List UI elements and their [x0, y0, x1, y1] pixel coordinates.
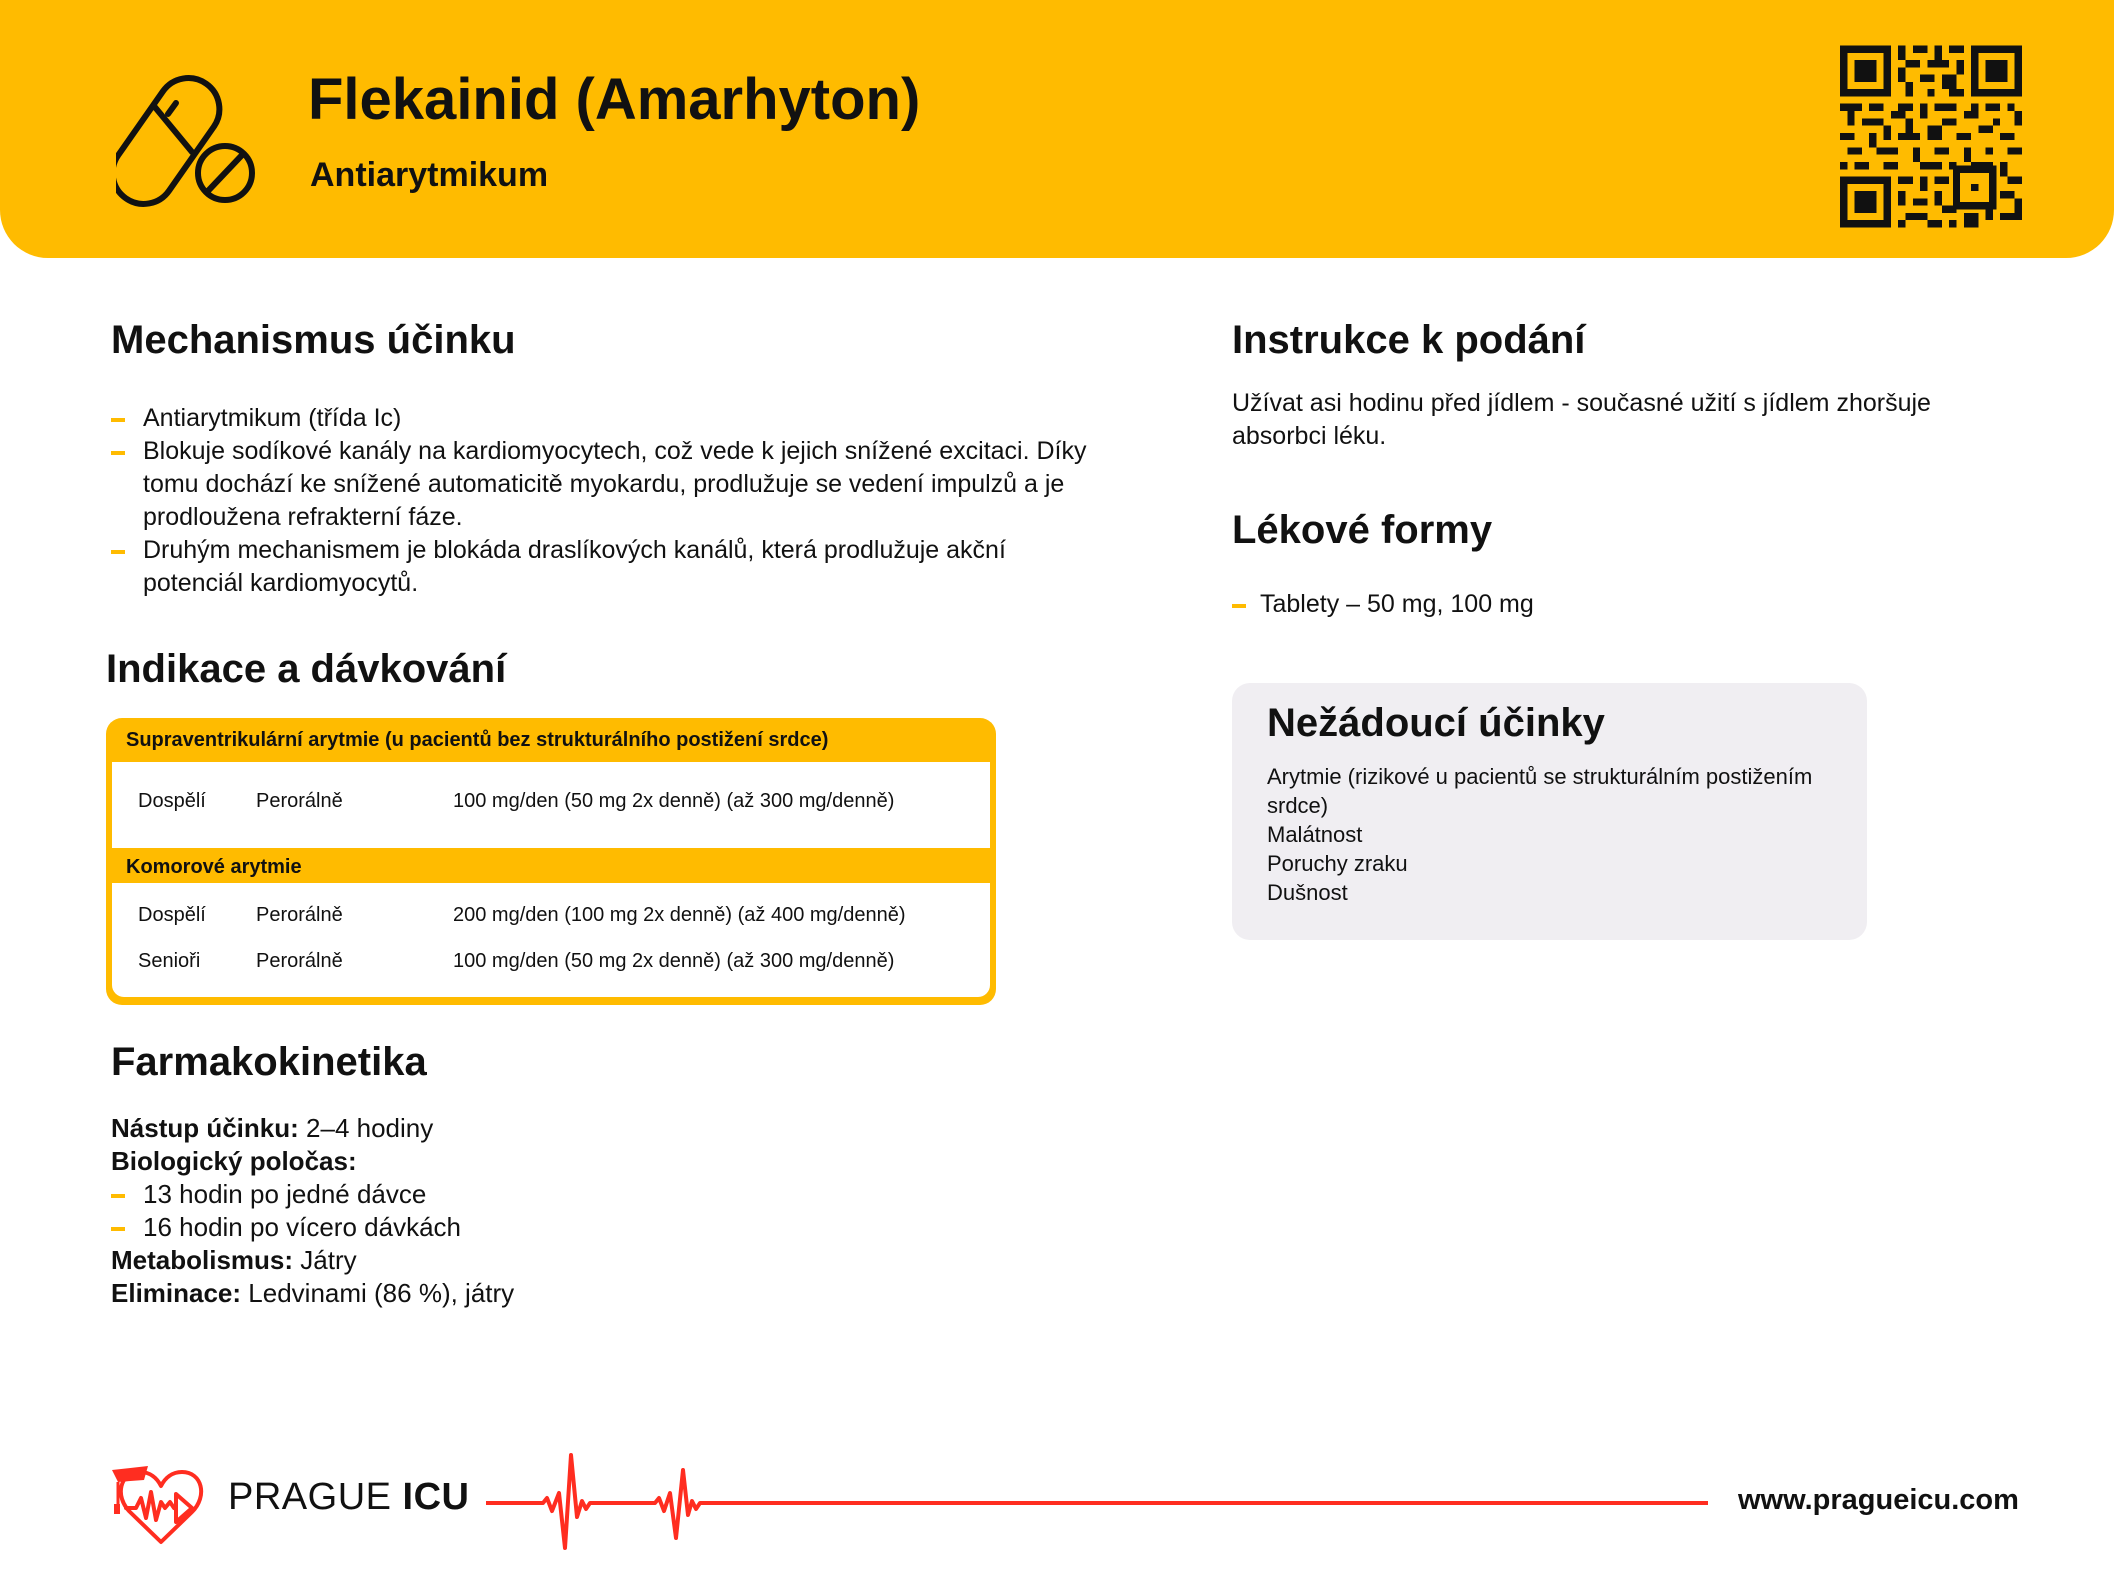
elimination-value: Ledvinami (86 %), játry	[241, 1278, 515, 1308]
dosage-group-body	[112, 883, 990, 997]
dosage-route: Perorálně	[256, 904, 343, 926]
halflife-item: 13 hodin po jedné dávce	[111, 1178, 514, 1211]
dosage-group-body	[112, 762, 990, 848]
brand-name-light: PRAGUE	[228, 1476, 403, 1518]
dosage-amount: 200 mg/den (100 mg 2x denně) (až 400 mg/denně)	[453, 904, 906, 926]
dosage-amount: 100 mg/den (50 mg 2x denně) (až 300 mg/denně)	[453, 790, 895, 812]
pill-icon	[116, 70, 266, 210]
dosage-form-item: Tablety – 50 mg, 100 mg	[1232, 588, 1534, 621]
dosage-population: Dospělí	[138, 904, 206, 926]
adverse-effect-item: Dušnost	[1267, 880, 1348, 905]
dosage-group-heading: Supraventrikulární arytmie (u pacientů bez strukturálního postižení srdce)	[126, 729, 829, 751]
dosage-forms-list	[1232, 588, 1534, 621]
header-banner	[0, 0, 2114, 258]
dosage-route: Perorálně	[256, 950, 343, 972]
dosage-population: Senioři	[138, 950, 201, 972]
halflife-label: Biologický poločas:	[111, 1146, 357, 1176]
elimination-line	[111, 1277, 514, 1310]
adverse-effect-item: Arytmie (rizikové u pacientů se strukturálním postižením srdce)	[1267, 764, 1813, 818]
adverse-effect-item: Malátnost	[1267, 822, 1363, 847]
footer-brand	[228, 1476, 470, 1519]
drug-title: Flekainid (Amarhyton)	[308, 67, 921, 132]
dosage-group-heading: Komorové arytmie	[126, 856, 302, 878]
onset-line	[111, 1112, 514, 1145]
ecg-line-icon	[480, 1450, 1712, 1555]
onset-label: Nástup účinku:	[111, 1113, 299, 1143]
indications-section-title: Indikace a dávkování	[106, 647, 507, 691]
adverse-effect-item: Poruchy zraku	[1267, 851, 1408, 876]
dosage-population: Dospělí	[138, 790, 206, 812]
pharmacokinetics-section-title: Farmakokinetika	[111, 1040, 427, 1084]
adverse-effects-title: Nežádoucí účinky	[1267, 701, 1605, 745]
pharmacokinetics-block	[111, 1112, 514, 1310]
dosage-route: Perorálně	[256, 790, 343, 812]
metabolism-line	[111, 1244, 514, 1277]
drug-class-subtitle: Antiarytmikum	[310, 156, 549, 194]
dosage-table	[106, 718, 996, 1005]
qr-code-icon[interactable]	[1840, 45, 2022, 228]
dosage-forms-section-title: Lékové formy	[1232, 508, 1493, 552]
metabolism-value: Játry	[293, 1245, 357, 1275]
prague-icu-heart-logo-icon[interactable]	[108, 1458, 214, 1548]
mechanism-item: Blokuje sodíkové kanály na kardiomyocytech, což vede k jejich snížené excitaci. Díky tomu dochází ke snížené automaticitě myokardu, prodlužuje se vedení impulzů a je prodloužena refrakterní fáze.	[111, 435, 1111, 534]
mechanism-item: Antiarytmikum (třída Ic)	[111, 402, 1111, 435]
mechanism-section-title: Mechanismus účinku	[111, 318, 516, 362]
metabolism-label: Metabolismus:	[111, 1245, 294, 1275]
administration-text: Užívat asi hodinu před jídlem - současné užití s jídlem zhoršuje absorbci léku.	[1232, 389, 1931, 450]
dosage-amount: 100 mg/den (50 mg 2x denně) (až 300 mg/denně)	[453, 950, 895, 972]
halflife-item: 16 hodin po vícero dávkách	[111, 1211, 514, 1244]
mechanism-item: Druhým mechanismem je blokáda draslíkových kanálů, která prodlužuje akční potenciál kardiomyocytů.	[111, 534, 1111, 600]
website-link[interactable]: www.pragueicu.com	[1738, 1484, 2019, 1516]
adverse-effects-box	[1232, 683, 1867, 940]
administration-section-title: Instrukce k podání	[1232, 318, 1586, 362]
halflife-line	[111, 1145, 514, 1178]
mechanism-list	[111, 402, 1111, 600]
adverse-effects-list	[1267, 762, 1857, 907]
onset-value: 2–4 hodiny	[298, 1113, 434, 1143]
elimination-label: Eliminace:	[111, 1278, 242, 1308]
brand-name-bold: ICU	[402, 1476, 470, 1518]
